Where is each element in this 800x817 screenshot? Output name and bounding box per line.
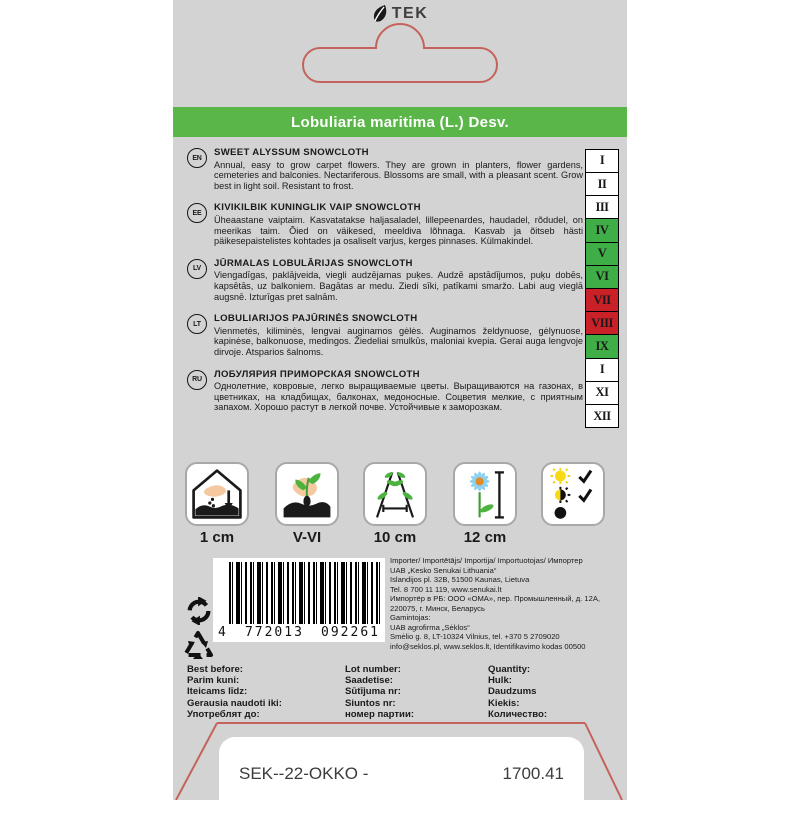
spacing-value: 10 cm bbox=[373, 529, 417, 546]
field-label: Hulk: bbox=[488, 675, 512, 687]
field-label: Best before: bbox=[187, 664, 243, 675]
lot-number-labels bbox=[345, 664, 414, 720]
importer-line: Islandijos pl. 32B, 51500 Kaunas, Lietuva bbox=[390, 575, 530, 584]
calendar-month-cell: IX bbox=[585, 334, 619, 359]
importer-line: UAB agrofirma „Sėklos“ bbox=[390, 622, 470, 632]
importer-line: info@seklos.pl, www.seklos.lt, Identifikavimo kodas 00500 bbox=[390, 641, 586, 651]
description-block-ru bbox=[187, 370, 583, 413]
packet-number: 1700.41 bbox=[502, 764, 564, 783]
sowing-calendar bbox=[585, 150, 619, 428]
ean-barcode bbox=[213, 558, 385, 642]
description-title: JŪRMALAS LOBULĀRIJAS SNOWCLOTH bbox=[214, 257, 413, 269]
lang-badge-lt: LT bbox=[187, 314, 207, 334]
description-text: Vienmetės, kiliminės, lengvai auginamos gėlės. Auginamos želdynuose, gėlynuose, kapinėse, balkonuose, medingos. Žiedeliai smulkūs, maloniai kvepia. Gerai auga lengvoje dirvoje. Atsparios šalnoms. bbox=[214, 325, 583, 357]
importer-line: UAB „Kesko Senukai Lithuania“ bbox=[390, 565, 497, 575]
recycling-icon bbox=[181, 629, 215, 666]
barcode-group1: 772013 bbox=[244, 625, 304, 640]
description-title: SWEET ALYSSUM SNOWCLOTH bbox=[214, 147, 369, 158]
description-text: Однолетние, ковровые, легко выращиваемые цветы. Выращиваются на газонах, в цветниках, на кладбищах, балконах, медоносные. Соцветия мелкие, с приятным запахом. Хорошо растут в легкой почве. Устойчивые к заморозкам. bbox=[214, 381, 583, 413]
description-text: Annual, easy to grow carpet flowers. They are grown in planters, flower gardens, cemeteries and balconies. Nectariferous. Blossoms are small, with a pleasant scent. Grow best in light soil. Resistant to frost. bbox=[214, 159, 583, 191]
description-block-ee bbox=[187, 203, 583, 246]
lang-badge-ee: EE bbox=[187, 203, 207, 223]
field-label: Saadetise: bbox=[345, 675, 393, 687]
calendar-month-cell: VII bbox=[585, 288, 619, 313]
importer-line: Importer/ Importētājs/ Importija/ Importuotojas/ Импортер bbox=[390, 556, 583, 565]
description-block-lt bbox=[187, 314, 583, 357]
description-text: Viengadīgas, paklājveida, viegli audzējamas puķes. Audzē apstādījumos, puķu dobēs, kapsētās, uz balkoniem. Bagātas ar medu. Ziedi sīki, patīkami smaržo. Labi aug vieglā augsnē. Izturīgas pret salnām. bbox=[214, 270, 583, 302]
spacing-pictogram bbox=[363, 462, 427, 546]
field-label: Quantity: bbox=[488, 664, 531, 675]
sowing-depth-value: 1 cm bbox=[199, 529, 235, 546]
barcode-digits bbox=[218, 625, 380, 640]
field-label: Sūtījuma nr: bbox=[345, 686, 401, 698]
description-title: ЛОБУЛЯРИЯ ПРИМОРСКАЯ SNOWCLOTH bbox=[214, 368, 420, 380]
importer-line: Smėlio g. 8, LT-10324 Vilnius, tel. +370 5 2709020 bbox=[390, 632, 560, 641]
importer-info bbox=[390, 556, 618, 651]
field-label: номер партии: bbox=[345, 708, 415, 720]
best-before-labels bbox=[187, 664, 282, 720]
field-label: Kiekis: bbox=[488, 697, 520, 709]
seed-packet-back bbox=[173, 0, 627, 800]
lang-badge-en: EN bbox=[187, 148, 207, 168]
page-title: Lobuliaria maritima (L.) Desv. bbox=[291, 113, 509, 131]
importer-line: Tel. 8 700 11 119, www.senukai.lt bbox=[390, 584, 502, 594]
barcode-digit-system: 4 bbox=[218, 625, 228, 640]
calendar-month-cell: XI bbox=[585, 381, 619, 406]
sowing-depth-pictogram bbox=[185, 462, 249, 546]
description-blocks bbox=[187, 148, 583, 425]
plant-height-value: 12 cm bbox=[463, 529, 507, 546]
calendar-month-cell: XII bbox=[585, 404, 619, 429]
description-text: Üheaastane vaiptaim. Kasvatatakse haljasaladel, lillepeenardes, haudadel, rõdudel, on meerikas taim. Õied on väikesed, meeldiva lõhnaga. Kasvab ja õitseb hästi päikesepaistelistes kohtades ja osaliselt varjus, kerges pinnases. Külmakindel. bbox=[214, 214, 583, 247]
calendar-month-cell: VI bbox=[585, 265, 619, 290]
lang-badge-ru: RU bbox=[187, 370, 207, 390]
importer-line: Gamintojas: bbox=[390, 613, 431, 622]
description-block-en bbox=[187, 148, 583, 191]
sunlight-pictogram bbox=[541, 462, 605, 529]
calendar-month-cell: VIII bbox=[585, 311, 619, 336]
calendar-month-cell: V bbox=[585, 242, 619, 267]
field-label: Iteicams līdz: bbox=[187, 686, 248, 698]
description-block-lv bbox=[187, 259, 583, 302]
field-label: Lot number: bbox=[345, 664, 401, 675]
lang-badge-lv: LV bbox=[187, 259, 207, 279]
calendar-month-cell: I bbox=[585, 149, 619, 174]
field-label: Количество: bbox=[488, 708, 548, 720]
field-label: Gerausia naudoti iki: bbox=[187, 697, 282, 709]
plant-height-icon bbox=[458, 467, 512, 521]
plant-name-header bbox=[173, 107, 627, 137]
packet-code: SEK--22-OKKO - bbox=[239, 764, 369, 783]
field-label: Parim kuni: bbox=[187, 675, 240, 687]
hang-hole-outline bbox=[303, 24, 497, 82]
brand-logo bbox=[173, 4, 627, 24]
calendar-month-cell: I bbox=[585, 358, 619, 383]
field-label: Siuntos nr: bbox=[345, 697, 396, 709]
plant-height-pictogram bbox=[453, 462, 517, 546]
field-label: Употреблят до: bbox=[187, 708, 260, 720]
calendar-month-cell: II bbox=[585, 172, 619, 197]
description-title: KIVIKILBIK KUNINGLIK VAIP SNOWCLOTH bbox=[214, 202, 421, 214]
sowing-time-icon bbox=[280, 467, 334, 521]
calendar-month-cell: IV bbox=[585, 218, 619, 243]
quantity-labels bbox=[488, 664, 547, 720]
sunlight-requirement-icon bbox=[546, 467, 600, 521]
sowing-depth-icon bbox=[190, 467, 244, 521]
sowing-time-pictogram bbox=[275, 462, 339, 546]
barcode-bars bbox=[229, 562, 380, 624]
field-label: Daudzums bbox=[488, 686, 537, 698]
barcode-group2: 092261 bbox=[321, 625, 380, 640]
green-dot-icon bbox=[185, 597, 213, 630]
sowing-time-value: V-VI bbox=[292, 529, 322, 546]
spacing-icon bbox=[368, 467, 422, 521]
description-title: LOBULIARIJOS PAJŪRINĖS SNOWCLOTH bbox=[214, 313, 418, 325]
importer-line: 220075, г. Минск, Беларусь bbox=[390, 603, 485, 613]
packet-code-box bbox=[219, 737, 584, 817]
calendar-month-cell: III bbox=[585, 195, 619, 220]
brand-name: TEK bbox=[391, 5, 429, 22]
leaf-icon bbox=[372, 4, 388, 24]
importer-line: Импортёр в РБ: ООО «ОМА», пер. Промышленный, д. 12А, bbox=[390, 594, 600, 603]
